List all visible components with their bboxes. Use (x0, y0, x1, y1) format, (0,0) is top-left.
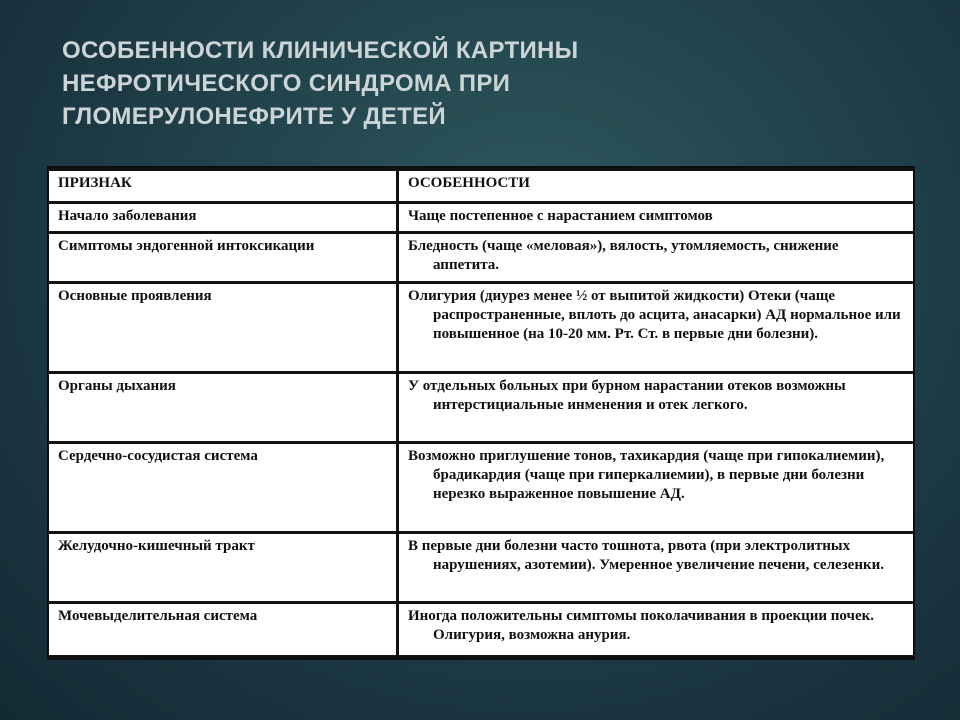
title-line-2: НЕФРОТИЧЕСКОГО СИНДРОМА ПРИ (62, 70, 511, 97)
table-row (49, 374, 913, 441)
feature-text: Олигурия (диурез менее ½ от выпитой жидкости) Отеки (чаще распространенные, вплоть до асцита, анасарки) АД нормальное или повышенное (на 10-20 мм. Рт. Ст. в первые дни болезни). (408, 288, 901, 343)
feature-cell (399, 234, 913, 282)
table-row (49, 604, 913, 655)
sign-cell: Начало заболевания (49, 204, 399, 230)
feature-text: Чаще постепенное с нарастанием симптомов (408, 208, 713, 225)
header-sign: ПРИЗНАК (49, 171, 399, 201)
sign-cell: Желудочно-кишечный тракт (49, 534, 399, 601)
table-header-row (49, 171, 913, 201)
feature-text: В первые дни болезни часто тошнота, рвота (при электролитных нарушениях, азотемии). Умеренное увеличение печени, селезенки. (408, 538, 885, 574)
sign-cell: Симптомы эндогенной интоксикации (49, 234, 399, 282)
feature-text: Возможно приглушение тонов, тахикардия (чаще при гипокалиемии), брадикардия (чаще при гиперкалиемии), в первые дни болезни нерезко выраженное повышение АД. (408, 448, 885, 503)
feature-cell (399, 604, 913, 655)
feature-text: Бледность (чаще «меловая»), вялость, утомляемость, снижение аппетита. (408, 237, 839, 273)
table-row (49, 284, 913, 371)
sign-cell: Сердечно-сосудистая система (49, 444, 399, 531)
title-line-3: ГЛОМЕРУЛОНЕФРИТЕ У ДЕТЕЙ (62, 103, 446, 130)
table-row (49, 534, 913, 601)
title-line-1: ОСОБЕННОСТИ КЛИНИЧЕСКОЙ КАРТИНЫ (62, 37, 579, 64)
slide-title (62, 34, 882, 133)
table-row (49, 234, 913, 282)
sign-cell: Органы дыхания (49, 374, 399, 441)
feature-cell (399, 284, 913, 371)
feature-cell (399, 204, 913, 230)
feature-cell (399, 374, 913, 441)
feature-text: У отдельных больных при бурном нарастании отеков возможны интерстициальные инменения и отек легкого. (408, 378, 846, 414)
feature-cell (399, 444, 913, 531)
sign-cell: Мочевыделительная система (49, 604, 399, 655)
table-row (49, 444, 913, 531)
feature-text: Иногда положительны симптомы поколачивания в проекции почек. Олигурия, возможна анурия. (408, 608, 875, 644)
table-row (49, 204, 913, 230)
feature-cell (399, 534, 913, 601)
sign-cell: Основные проявления (49, 284, 399, 371)
features-table (47, 166, 915, 660)
header-features: ОСОБЕННОСТИ (399, 171, 913, 201)
